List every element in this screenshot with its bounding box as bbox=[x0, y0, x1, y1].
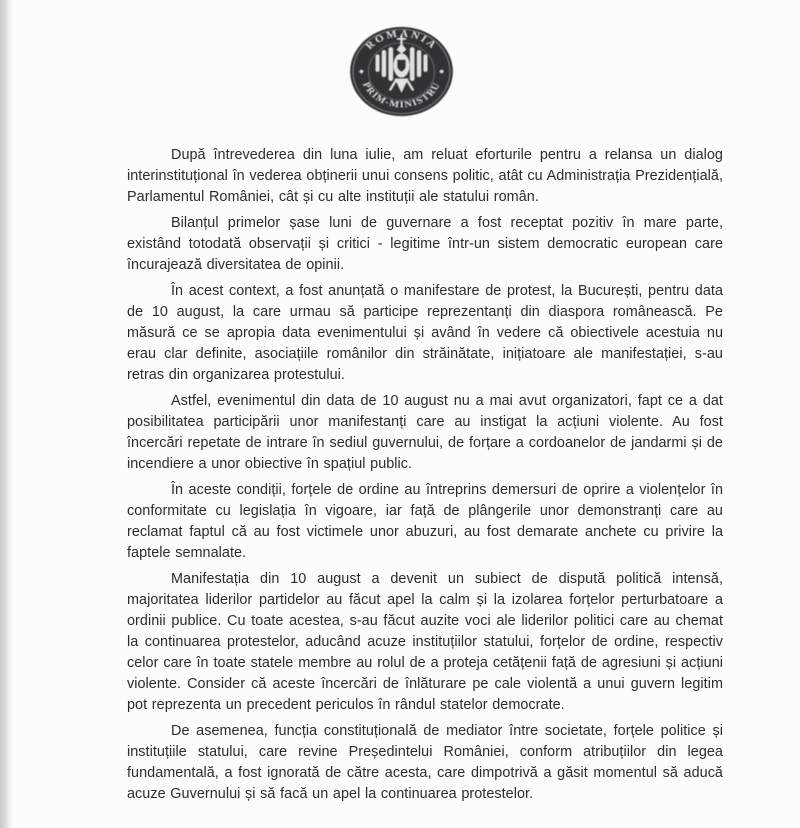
paragraph-forte-de-ordine: În aceste condiții, forțele de ordine au întreprins demersuri de oprire a violențelor în conformitate cu legislația în vigoare, iar față de plângerile unor demonstranți care au reclamat faptul că au fost victimele unor abuzuri, au fost demarate anchete cu privire la faptele semnalate. bbox=[127, 482, 723, 561]
paragraph-eveniment-10-august: Astfel, evenimentul din data de 10 august nu a mai avut organizatori, fapt ce a dat posibilitatea participării unor manifestanți care au instigat la acțiuni violente. Au fost încercări repetate de intrare în sediul guvernului, de forțare a cordoanelor de jandarmi și de incendiere a unor obiective în spațiul public. bbox=[127, 393, 723, 472]
seal-bottom-text: PRIM-MINISTRU bbox=[359, 80, 444, 111]
prime-minister-seal bbox=[348, 25, 455, 118]
paragraph-functia-constitutionala: De asemenea, funcția constituțională de mediator între societate, forțele politice și instituțiile statului, care revine Președintelui României, conform atribuțiilor din legea fundamentală, a fost ignorată de către acesta, care dimpotrivă a găsit momentul să aducă acuze Guvernului și să facă un apel la continuarea protestelor. bbox=[127, 723, 723, 802]
seal-top-text: ROMANIA bbox=[363, 28, 440, 52]
paragraph-dialog-relansat: După întrevederea din luna iulie, am reluat eforturile pentru a relansa un dialog interinstituțional în vederea obținerii unui consens politic, atât cu Administrația Prezidențială, Parlamentul României, cât și cu alte instituții ale statului român. bbox=[127, 147, 723, 205]
romanian-eagle-seal-icon bbox=[348, 25, 455, 118]
paragraph-anunt-manifestare: În acest context, a fost anunțată o manifestare de protest, la București, pentru data de 10 august, la care urmau să participe reprezentanți din diaspora românească. Pe măsură ce se apropia data evenimentului și având în vedere că obiectivele acestuia nu erau clar definite, asociațiile românilor din străinătate, inițiatoare ale manifestației, s-au retras din organizarea protestului. bbox=[127, 283, 723, 383]
scan-edge-artifact bbox=[0, 0, 14, 828]
document-body bbox=[127, 145, 723, 805]
paragraph-bilant-guvernare: Bilanțul primelor șase luni de guvernare a fost receptat pozitiv în mare parte, existând totodată observații și critici - legitime într-un sistem democratic european care încurajează diversitatea de opinii. bbox=[127, 215, 723, 273]
paragraph-disputa-politica: Manifestația din 10 august a devenit un subiect de dispută politică intensă, majoritatea liderilor partidelor au făcut apel la calm și la izolarea forțelor perturbatoare a ordinii publice. Cu toate acestea, s-au făcut auzite voci ale liderilor politici care au chemat la continuarea protestelor, aducând acuze instituțiilor statului, forțelor de ordine, respectiv celor care în toate statele membre au rolul de a proteja cetățenii față de agresiuni și acțiuni violente. Consider că aceste încercări de înlăturare pe cale violentă a unui guvern legitim pot reprezenta un precedent periculos în rândul statelor democrate. bbox=[127, 571, 723, 713]
